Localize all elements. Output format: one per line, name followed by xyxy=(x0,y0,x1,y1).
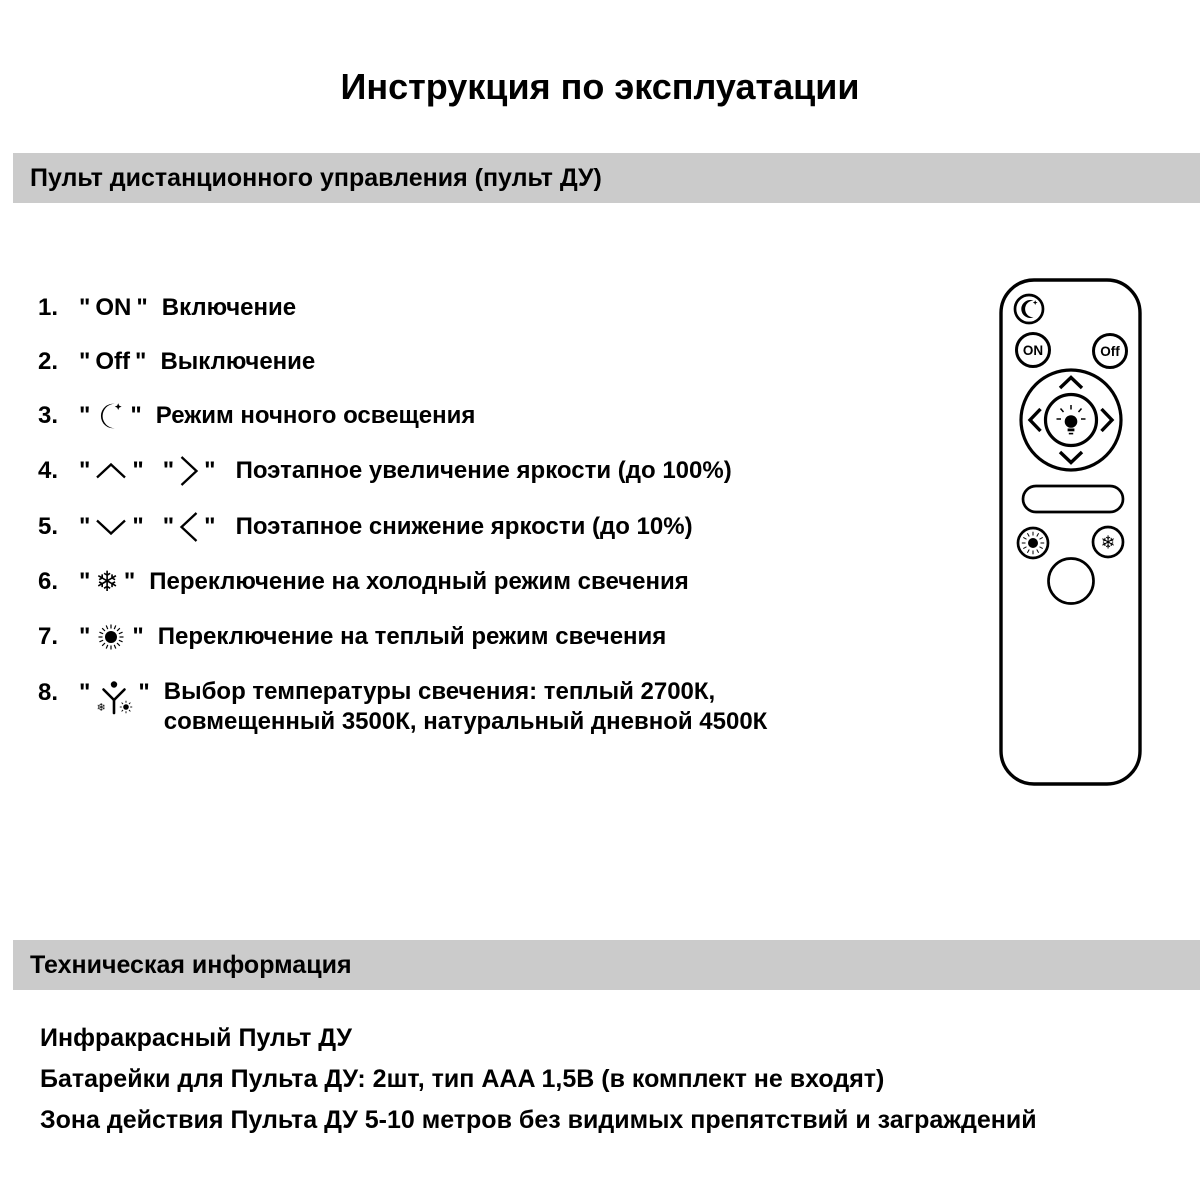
list-item-warm-mode xyxy=(38,621,968,653)
quote-mark: " xyxy=(79,568,91,595)
section-header-tech xyxy=(13,940,1200,990)
list-item-cold-mode xyxy=(38,567,968,597)
quote-mark: " xyxy=(132,513,144,540)
quote-mark: " xyxy=(135,348,147,375)
svg-text:Off: Off xyxy=(1100,344,1120,359)
quote-mark: " xyxy=(162,457,175,484)
page-title: Инструкция по эксплуатации xyxy=(340,66,860,107)
section-header-tech-label: Техническая информация xyxy=(30,951,352,979)
item-description: Переключение на холодный режим свечения xyxy=(149,568,689,595)
quote-mark: " xyxy=(132,457,144,484)
quote-mark: " xyxy=(79,294,91,321)
item-description: Поэтапное увеличение яркости (до 100%) xyxy=(235,457,732,484)
item-number: 8. xyxy=(38,679,59,706)
moon-icon xyxy=(95,401,125,431)
chevron-right-icon xyxy=(179,455,199,487)
item-description: Режим ночного освещения xyxy=(155,402,476,429)
list-item-brightness-up xyxy=(38,455,968,487)
sun-icon xyxy=(95,621,127,653)
quote-mark: " xyxy=(136,294,148,321)
item-number: 5. xyxy=(38,513,59,540)
list-item-on xyxy=(38,293,968,323)
item-token-off: Off xyxy=(95,348,131,375)
item-description-line1: Выбор температуры свечения: теплый 2700К, xyxy=(163,678,716,705)
item-number: 4. xyxy=(38,457,59,484)
snowflake-icon: ❄ xyxy=(1100,532,1116,554)
feature-list xyxy=(38,293,968,761)
quote-mark: " xyxy=(130,402,142,429)
tech-info xyxy=(40,1026,1037,1149)
item-number: 7. xyxy=(38,623,59,650)
quote-mark: " xyxy=(79,402,91,429)
item-description: Включение xyxy=(161,294,297,321)
quote-mark: " xyxy=(79,513,91,540)
tech-line-batteries: Батарейки для Пульта ДУ: 2шт, тип AAA 1,5В (в комплект не входят) xyxy=(40,1065,885,1093)
section-header-remote xyxy=(13,153,1200,203)
quote-mark: " xyxy=(79,457,91,484)
quote-mark: " xyxy=(132,623,144,650)
chevron-left-icon xyxy=(179,511,199,543)
item-description xyxy=(164,677,768,737)
quote-mark: " xyxy=(204,513,216,540)
warm-button xyxy=(1018,528,1048,558)
list-item-night-mode xyxy=(38,401,968,431)
item-number: 2. xyxy=(38,348,59,375)
item-description: Поэтапное снижение яркости (до 10%) xyxy=(235,513,693,540)
svg-text:❄: ❄ xyxy=(96,701,107,714)
quote-mark: " xyxy=(79,679,91,706)
list-item-off xyxy=(38,347,968,377)
quote-mark: " xyxy=(204,457,216,484)
chevron-down-icon xyxy=(95,518,127,536)
list-item-brightness-down xyxy=(38,511,968,543)
item-description: Выключение xyxy=(160,348,316,375)
snowflake-icon: ❄ xyxy=(95,565,119,598)
item-description: Переключение на теплый режим свечения xyxy=(157,623,667,650)
quote-mark: " xyxy=(162,513,175,540)
item-description-line2: совмещенный 3500К, натуральный дневной 4500К xyxy=(163,708,768,735)
quote-mark: " xyxy=(79,623,91,650)
list-item-temperature-select xyxy=(38,677,968,737)
item-number: 6. xyxy=(38,568,59,595)
tech-line-range: Зона действия Пульта ДУ 5-10 метров без видимых препятствий и заграждений xyxy=(40,1106,1037,1134)
item-number: 3. xyxy=(38,402,59,429)
svg-text:ON: ON xyxy=(1022,343,1044,358)
quote-mark: " xyxy=(79,348,91,375)
quote-mark: " xyxy=(138,679,150,706)
item-number: 1. xyxy=(38,294,59,321)
tech-line-remote-type: Инфракрасный Пульт ДУ xyxy=(40,1024,352,1052)
remote-illustration xyxy=(999,278,1142,786)
item-token-on: ON xyxy=(95,294,132,321)
chevron-up-icon xyxy=(95,462,127,480)
quote-mark: " xyxy=(123,568,136,595)
temperature-select-icon xyxy=(95,679,133,717)
section-header-remote-label: Пульт дистанционного управления (пульт ДУ) xyxy=(30,164,602,192)
